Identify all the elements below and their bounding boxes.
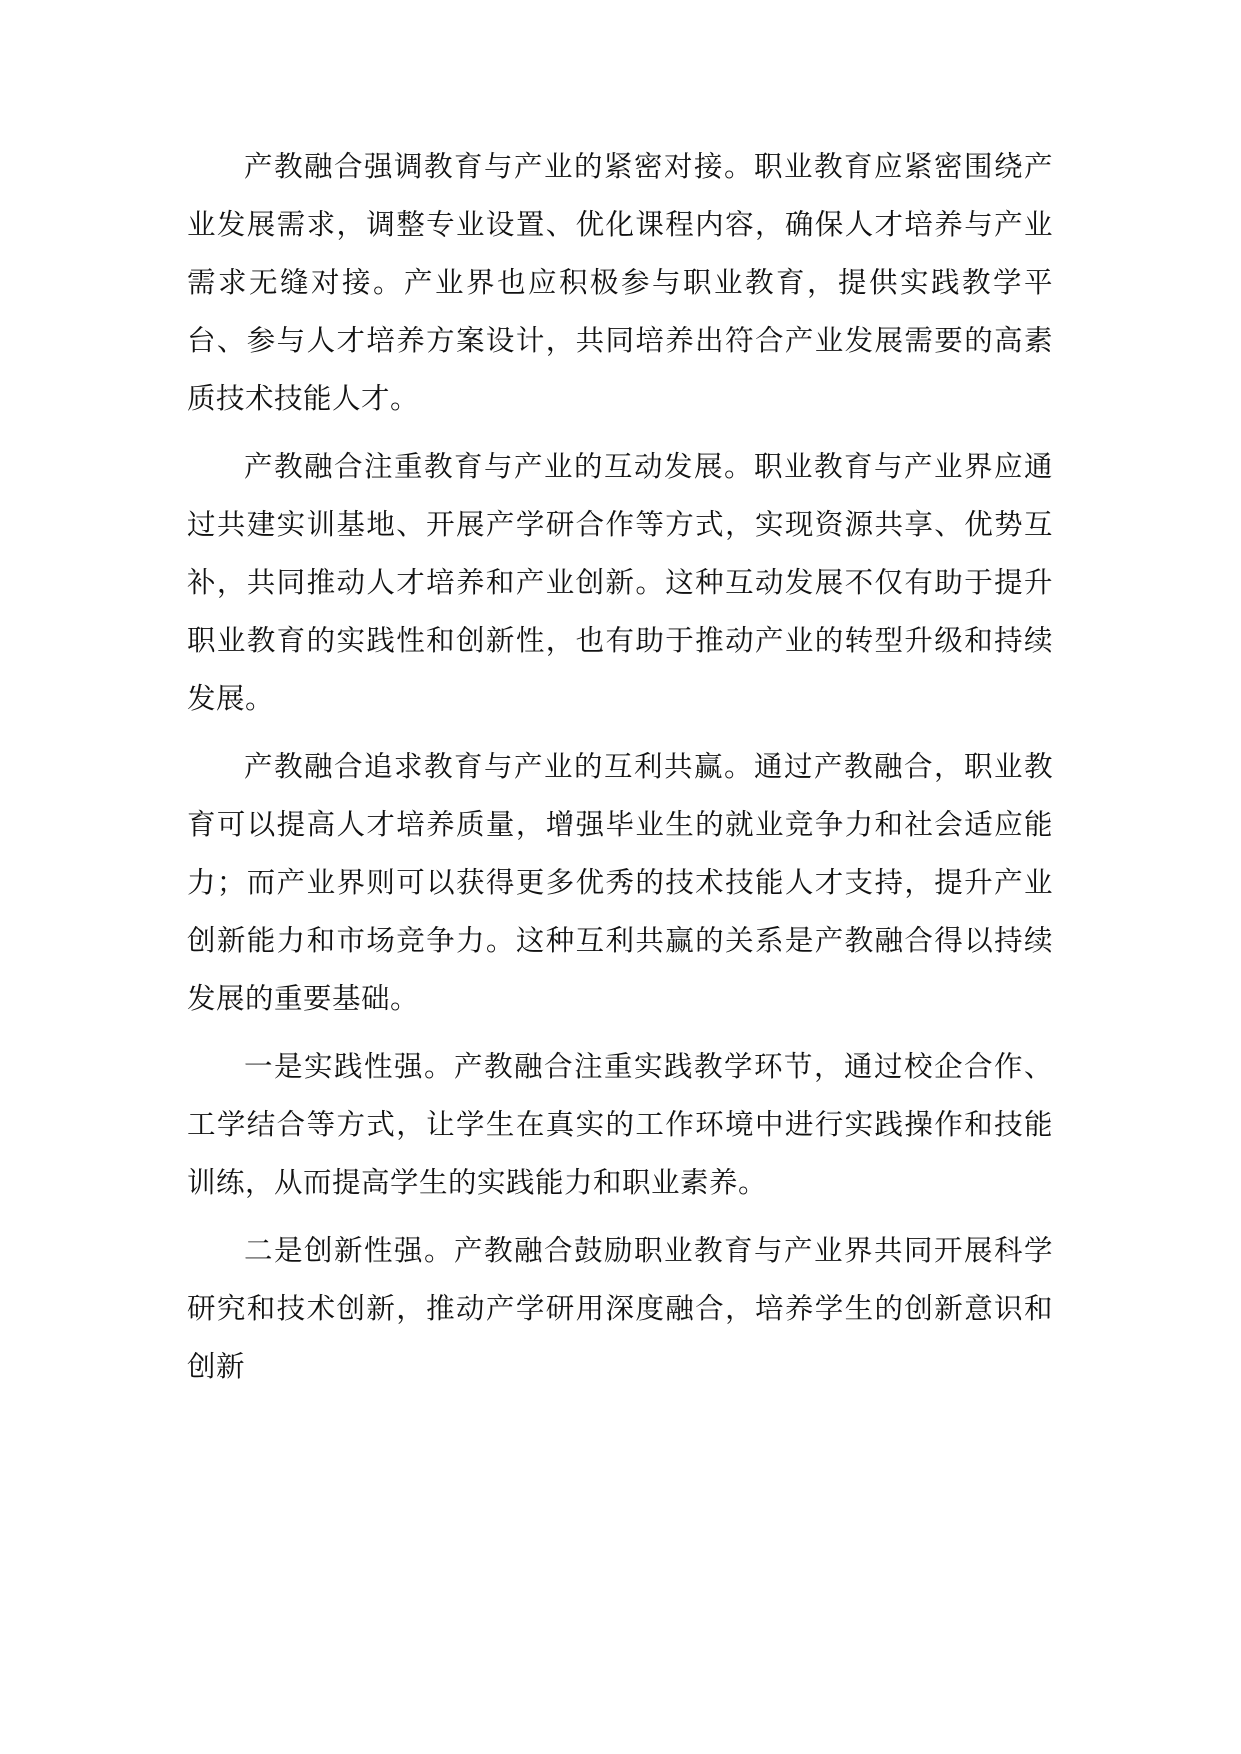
paragraph: 产教融合强调教育与产业的紧密对接。职业教育应紧密围绕产业发展需求，调整专业设置、优化课程内容，确保人才培养与产业需求无缝对接。产业界也应积极参与职业教育，提供实践教学平台、参与人才培养方案设计，共同培养出符合产业发展需要的高素质技术技能人才。 [187,150,1053,415]
paragraph: 产教融合追求教育与产业的互利共赢。通过产教融合，职业教育可以提高人才培养质量，增强毕业生的就业竞争力和社会适应能力；而产业界则可以获得更多优秀的技术技能人才支持，提升产业创新能力和市场竞争力。这种互利共赢的关系是产教融合得以持续发展的重要基础。 [187,750,1053,1015]
paragraph: 产教融合注重教育与产业的互动发展。职业教育与产业界应通过共建实训基地、开展产学研合作等方式，实现资源共享、优势互补，共同推动人才培养和产业创新。这种互动发展不仅有助于提升职业教育的实践性和创新性，也有助于推动产业的转型升级和持续发展。 [187,450,1053,715]
paragraph: 一是实践性强。产教融合注重实践教学环节，通过校企合作、工学结合等方式，让学生在真实的工作环境中进行实践操作和技能训练，从而提高学生的实践能力和职业素养。 [187,1050,1053,1199]
document-body [187,138,1053,1396]
paragraph: 二是创新性强。产教融合鼓励职业教育与产业界共同开展科学研究和技术创新，推动产学研用深度融合，培养学生的创新意识和创新 [187,1234,1053,1383]
